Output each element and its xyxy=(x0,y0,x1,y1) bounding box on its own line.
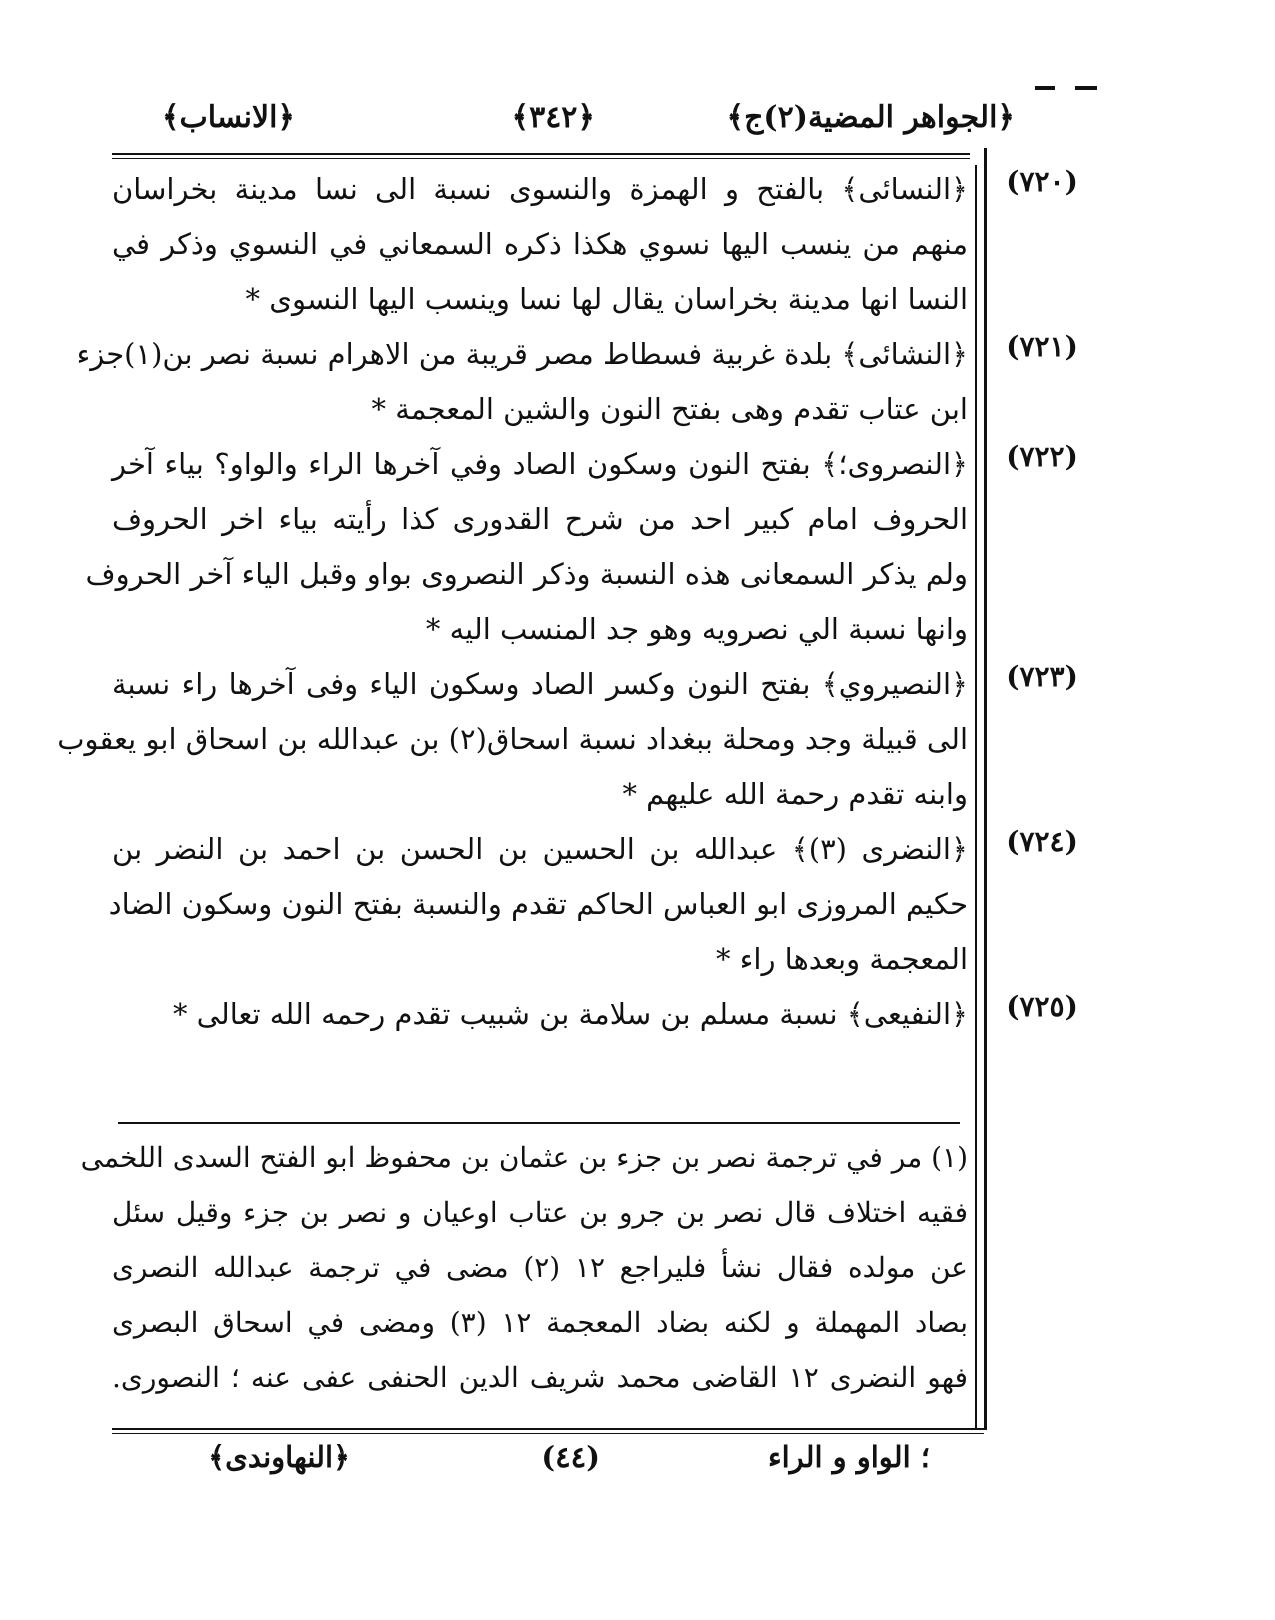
bottom-rule xyxy=(112,1428,984,1430)
entry-line: ﴿النفيعى﴾ نسبة مسلم بن سلامة بن شبيب تقدم رحمه الله تعالى * xyxy=(172,997,968,1031)
entry-line: ولم يذكر السمعانى هذه النسبة وذكر النصروى بواو وقبل الياء آخر الحروف xyxy=(85,557,968,591)
entry-line: الى قبيلة وجد ومحلة ببغداد نسبة اسحاق(٢) بن عبدالله بن اسحاق ابو يعقوب xyxy=(57,722,968,756)
entry xyxy=(108,822,968,987)
footer-sheet-number: (٤٤) xyxy=(541,1440,600,1474)
entry-number: (٧٢٤) xyxy=(1006,825,1078,858)
entry-line: الحروف امام كبير احد من شرح القدورى كذا رأيته بياء اخر الحروف xyxy=(112,502,968,536)
footer-catchword-left: ﴿النهاوندى﴾ xyxy=(208,1440,350,1474)
footnote-separator xyxy=(118,1122,960,1124)
entry xyxy=(57,657,968,822)
bottom-rule-inner xyxy=(112,1433,984,1434)
footnote-line: بصاد المهملة و لكنه بضاد المعجمة ١٢ (٣) ومضى في اسحاق البصرى xyxy=(112,1306,969,1339)
entry-number: (٧٢٣) xyxy=(1006,660,1078,693)
entry-line: ﴿النسائى﴾ بالفتح و الهمزة والنسوى نسبة الى نسا مدينة بخراسان xyxy=(112,172,968,206)
entry-line: ﴿النصروى؛﴾ بفتح النون وسكون الصاد وفي آخرها الراء والواو؟ بياء آخر xyxy=(112,447,968,481)
footnote-line: فقيه اختلاف قال نصر بن جرو بن عتاب اوعيان و نصر بن جزء وقيل سئل xyxy=(112,1196,968,1229)
footnote-line: عن مولده فقال نشأ فليراجع ١٢ (٢) مضى في ترجمة عبدالله النصرى xyxy=(112,1251,969,1284)
entry xyxy=(85,437,968,657)
header-book-title: ﴿الجواهر المضية(٢)ج﴾ xyxy=(726,100,1015,135)
entry-line: منهم من ينسب اليها نسوي هكذا ذكره السمعاني في النسوي وذكر في xyxy=(112,227,968,261)
frame-right-outer xyxy=(984,148,987,1430)
entry-number: (٧٢٥) xyxy=(1006,990,1078,1023)
entry-line: ﴿النضرى (٣)﴾ عبدالله بن الحسين بن الحسن بن احمد بن النضر بن xyxy=(112,832,968,866)
footnote-line: (١) مر في ترجمة نصر بن جزء بن عثمان بن محفوظ ابو الفتح السدى اللخمى xyxy=(80,1141,968,1174)
running-header xyxy=(130,100,1015,150)
entry xyxy=(112,162,968,327)
entry-line: النسا انها مدينة بخراسان يقال لها نسا وينسب اليها النسوى * xyxy=(245,282,968,316)
entry-line: ﴿النشائى﴾ بلدة غربية فسطاط مصر قريبة من الاهرام نسبة نصر بن(١)جزء xyxy=(76,337,968,371)
footer-catchword-right: ؛ الواو و الراء xyxy=(767,1440,930,1474)
entry-line: المعجمة وبعدها راء * xyxy=(716,942,968,976)
entry-line: وابنه تقدم رحمة الله عليهم * xyxy=(622,777,968,811)
entry-number: (٧٢١) xyxy=(1006,330,1078,363)
entries-text xyxy=(57,162,968,1042)
footnotes xyxy=(80,1130,969,1405)
top-rule xyxy=(112,153,970,155)
entry-line: ابن عتاب تقدم وهى بفتح النون والشين المعجمة * xyxy=(371,392,968,426)
corner-mark xyxy=(1035,86,1097,92)
top-rule-inner xyxy=(112,158,970,159)
entry-number: (٧٢٠) xyxy=(1006,165,1078,198)
entry-line: حكيم المروزى ابو العباس الحاكم تقدم والنسبة بفتح النون وسكون الضاد xyxy=(108,887,968,921)
entry-line: ﴿النصيروي﴾ بفتح النون وكسر الصاد وسكون الياء وفى آخرها راء نسبة xyxy=(112,667,968,701)
footnote-line: فهو النضرى ١٢ القاضى محمد شريف الدين الحنفى عفى عنه ؛ النصورى. xyxy=(112,1361,968,1394)
page-footer xyxy=(150,1440,950,1490)
frame-right-inner xyxy=(975,165,977,1430)
entry-line: وانها نسبة الي نصرويه وهو جد المنسب اليه * xyxy=(425,612,968,646)
entry xyxy=(112,987,968,1042)
entry-number: (٧٢٢) xyxy=(1006,440,1078,473)
header-section: ﴿الانساب﴾ xyxy=(161,100,295,135)
header-page-number: ﴿٣٤٢﴾ xyxy=(511,100,595,135)
entry xyxy=(76,327,968,437)
